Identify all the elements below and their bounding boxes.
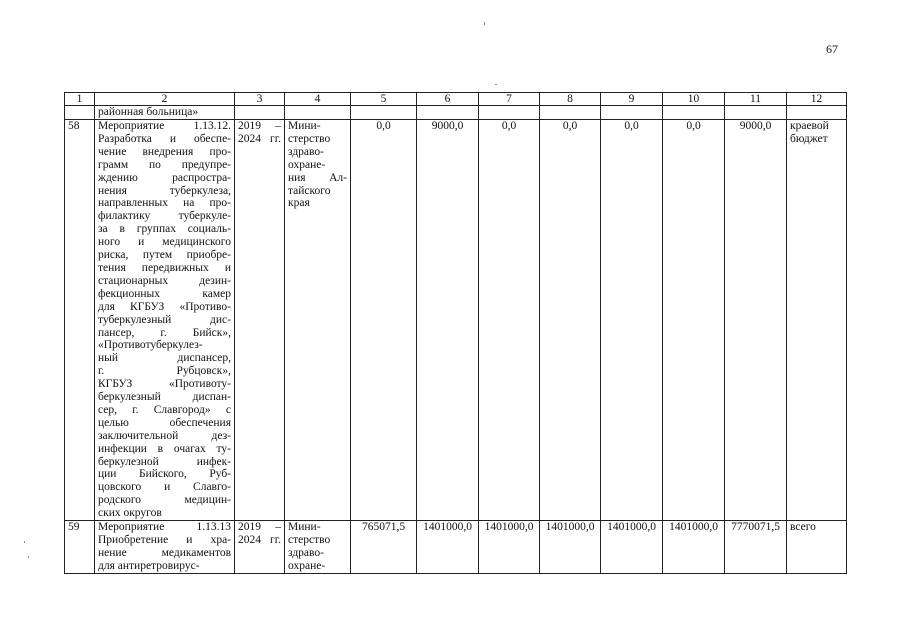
cell-line: Мероприятие 1.13.13 bbox=[98, 521, 231, 534]
header-cell: 10 bbox=[663, 93, 725, 106]
header-cell: 9 bbox=[601, 93, 663, 106]
cell-line: за в группах социаль- bbox=[98, 223, 231, 236]
cell-line: здраво- bbox=[288, 546, 324, 559]
row-number: 58 bbox=[65, 120, 95, 521]
header-cell: 3 bbox=[235, 93, 285, 106]
cell-line: стерство bbox=[288, 132, 331, 145]
scan-speck bbox=[24, 541, 25, 543]
cell-line: ждению распростра- bbox=[98, 171, 231, 184]
cell-line: ции Бийского, Руб- bbox=[98, 468, 231, 481]
cell-line: родского медицин- bbox=[98, 494, 231, 507]
amount-cell: 765071,5 bbox=[351, 521, 417, 574]
funding-source bbox=[787, 521, 847, 574]
executor bbox=[285, 521, 351, 574]
period bbox=[235, 120, 285, 521]
cell-line: сер, г. Славгород» с bbox=[98, 403, 231, 416]
cell-line: чение внедрения про- bbox=[98, 145, 231, 158]
cell-line: нение медикаментов bbox=[98, 546, 231, 559]
amount-cell: 1401000,0 bbox=[540, 521, 601, 574]
cell-line: здраво- bbox=[288, 145, 324, 158]
header-cell: 11 bbox=[725, 93, 787, 106]
amount-cell: 0,0 bbox=[479, 120, 540, 521]
cell-line: цовского и Славго- bbox=[98, 481, 231, 494]
cell-line: Приобретение и хра- bbox=[98, 534, 231, 546]
cell-line: ния Ал- bbox=[288, 171, 347, 184]
amount-cell: 1401000,0 bbox=[663, 521, 725, 574]
funding-source bbox=[787, 120, 847, 521]
header-cell: 5 bbox=[351, 93, 417, 106]
header-cell: 4 bbox=[285, 93, 351, 106]
period bbox=[235, 521, 285, 574]
cell-line: ских округов bbox=[98, 507, 162, 520]
amount-cell: 0,0 bbox=[351, 120, 417, 521]
cell-line: беркулезной инфек- bbox=[98, 455, 231, 468]
cell-line: краевой bbox=[790, 120, 829, 132]
cell-line: нения туберкулеза, bbox=[98, 184, 231, 197]
continuation-text: районная больница» bbox=[95, 106, 235, 120]
cell-line: Разработка и обеспе- bbox=[98, 132, 231, 145]
cell-line: 2019 – bbox=[238, 521, 281, 534]
cell-line: тайского bbox=[288, 184, 331, 197]
cell-line: инфекции в очагах ту- bbox=[98, 442, 231, 455]
cell-line: охране- bbox=[288, 559, 326, 572]
cell-line: Мероприятие 1.13.12. bbox=[98, 120, 231, 132]
amount-cell: 1401000,0 bbox=[417, 521, 479, 574]
scan-speck bbox=[28, 556, 29, 558]
cell-line: Мини- bbox=[288, 521, 321, 534]
cell-line: 2019 – bbox=[238, 120, 281, 132]
cell-line: 2024 гг. bbox=[238, 534, 281, 546]
measure-description bbox=[95, 120, 235, 521]
cell-line: всего bbox=[790, 521, 816, 534]
cell-line: стерство bbox=[288, 534, 331, 546]
cell-line: для антиретровирус- bbox=[98, 559, 200, 572]
header-cell: 7 bbox=[479, 93, 540, 106]
amount-cell: 0,0 bbox=[540, 120, 601, 521]
amount-cell: 9000,0 bbox=[725, 120, 787, 521]
header-cell: 12 bbox=[787, 93, 847, 106]
amount-cell: 0,0 bbox=[601, 120, 663, 521]
cell-line: КГБУЗ «Противоту- bbox=[98, 378, 231, 391]
measure-description bbox=[95, 521, 235, 574]
amount-cell: 0,0 bbox=[663, 120, 725, 521]
cell-line: края bbox=[288, 197, 310, 210]
cell-line: ного и медицинского bbox=[98, 236, 231, 249]
cell-line: беркулезный диспан- bbox=[98, 391, 231, 404]
scan-speck bbox=[484, 22, 485, 25]
header-cell: 2 bbox=[95, 93, 235, 106]
header-cell: 8 bbox=[540, 93, 601, 106]
scan-speck bbox=[495, 84, 497, 85]
cell-line: туберкулезный дис- bbox=[98, 313, 231, 326]
cell-line: фекционных камер bbox=[98, 287, 231, 300]
cell-line: стационарных дезин- bbox=[98, 274, 231, 287]
header-row bbox=[65, 93, 847, 106]
cell-line: филактику туберкуле- bbox=[98, 210, 231, 223]
cell-line: пансер, г. Бийск», bbox=[98, 326, 231, 339]
cell-line: 2024 гг. bbox=[238, 132, 281, 145]
cell-line: риска, путем приобре- bbox=[98, 249, 231, 262]
cell-line: для КГБУЗ «Противо- bbox=[98, 300, 231, 313]
header-cell: 1 bbox=[65, 93, 95, 106]
cell-line: г. Рубцовск», bbox=[98, 365, 231, 378]
budget-table bbox=[64, 92, 847, 574]
cell-line: целью обеспечения bbox=[98, 416, 231, 429]
header-cell: 6 bbox=[417, 93, 479, 106]
table-row bbox=[65, 120, 847, 521]
cell-line: «Противотуберкулез- bbox=[98, 339, 203, 352]
cell-line: Мини- bbox=[288, 120, 321, 132]
page-number: 67 bbox=[826, 42, 838, 56]
cell-line: грамм по предупре- bbox=[98, 158, 231, 171]
cell-line: бюджет bbox=[790, 132, 828, 145]
cell-line: тения передвижных и bbox=[98, 261, 231, 274]
amount-cell: 7770071,5 bbox=[725, 521, 787, 574]
executor bbox=[285, 120, 351, 521]
amount-cell: 1401000,0 bbox=[601, 521, 663, 574]
row-number: 59 bbox=[65, 521, 95, 574]
continuation-row bbox=[65, 106, 847, 120]
cell-line: направленных на про- bbox=[98, 197, 231, 210]
table-row bbox=[65, 521, 847, 574]
cell-line: заключительной дез- bbox=[98, 429, 231, 442]
cell-line: охране- bbox=[288, 158, 326, 171]
amount-cell: 1401000,0 bbox=[479, 521, 540, 574]
amount-cell: 9000,0 bbox=[417, 120, 479, 521]
cell-line: ный диспансер, bbox=[98, 352, 231, 365]
